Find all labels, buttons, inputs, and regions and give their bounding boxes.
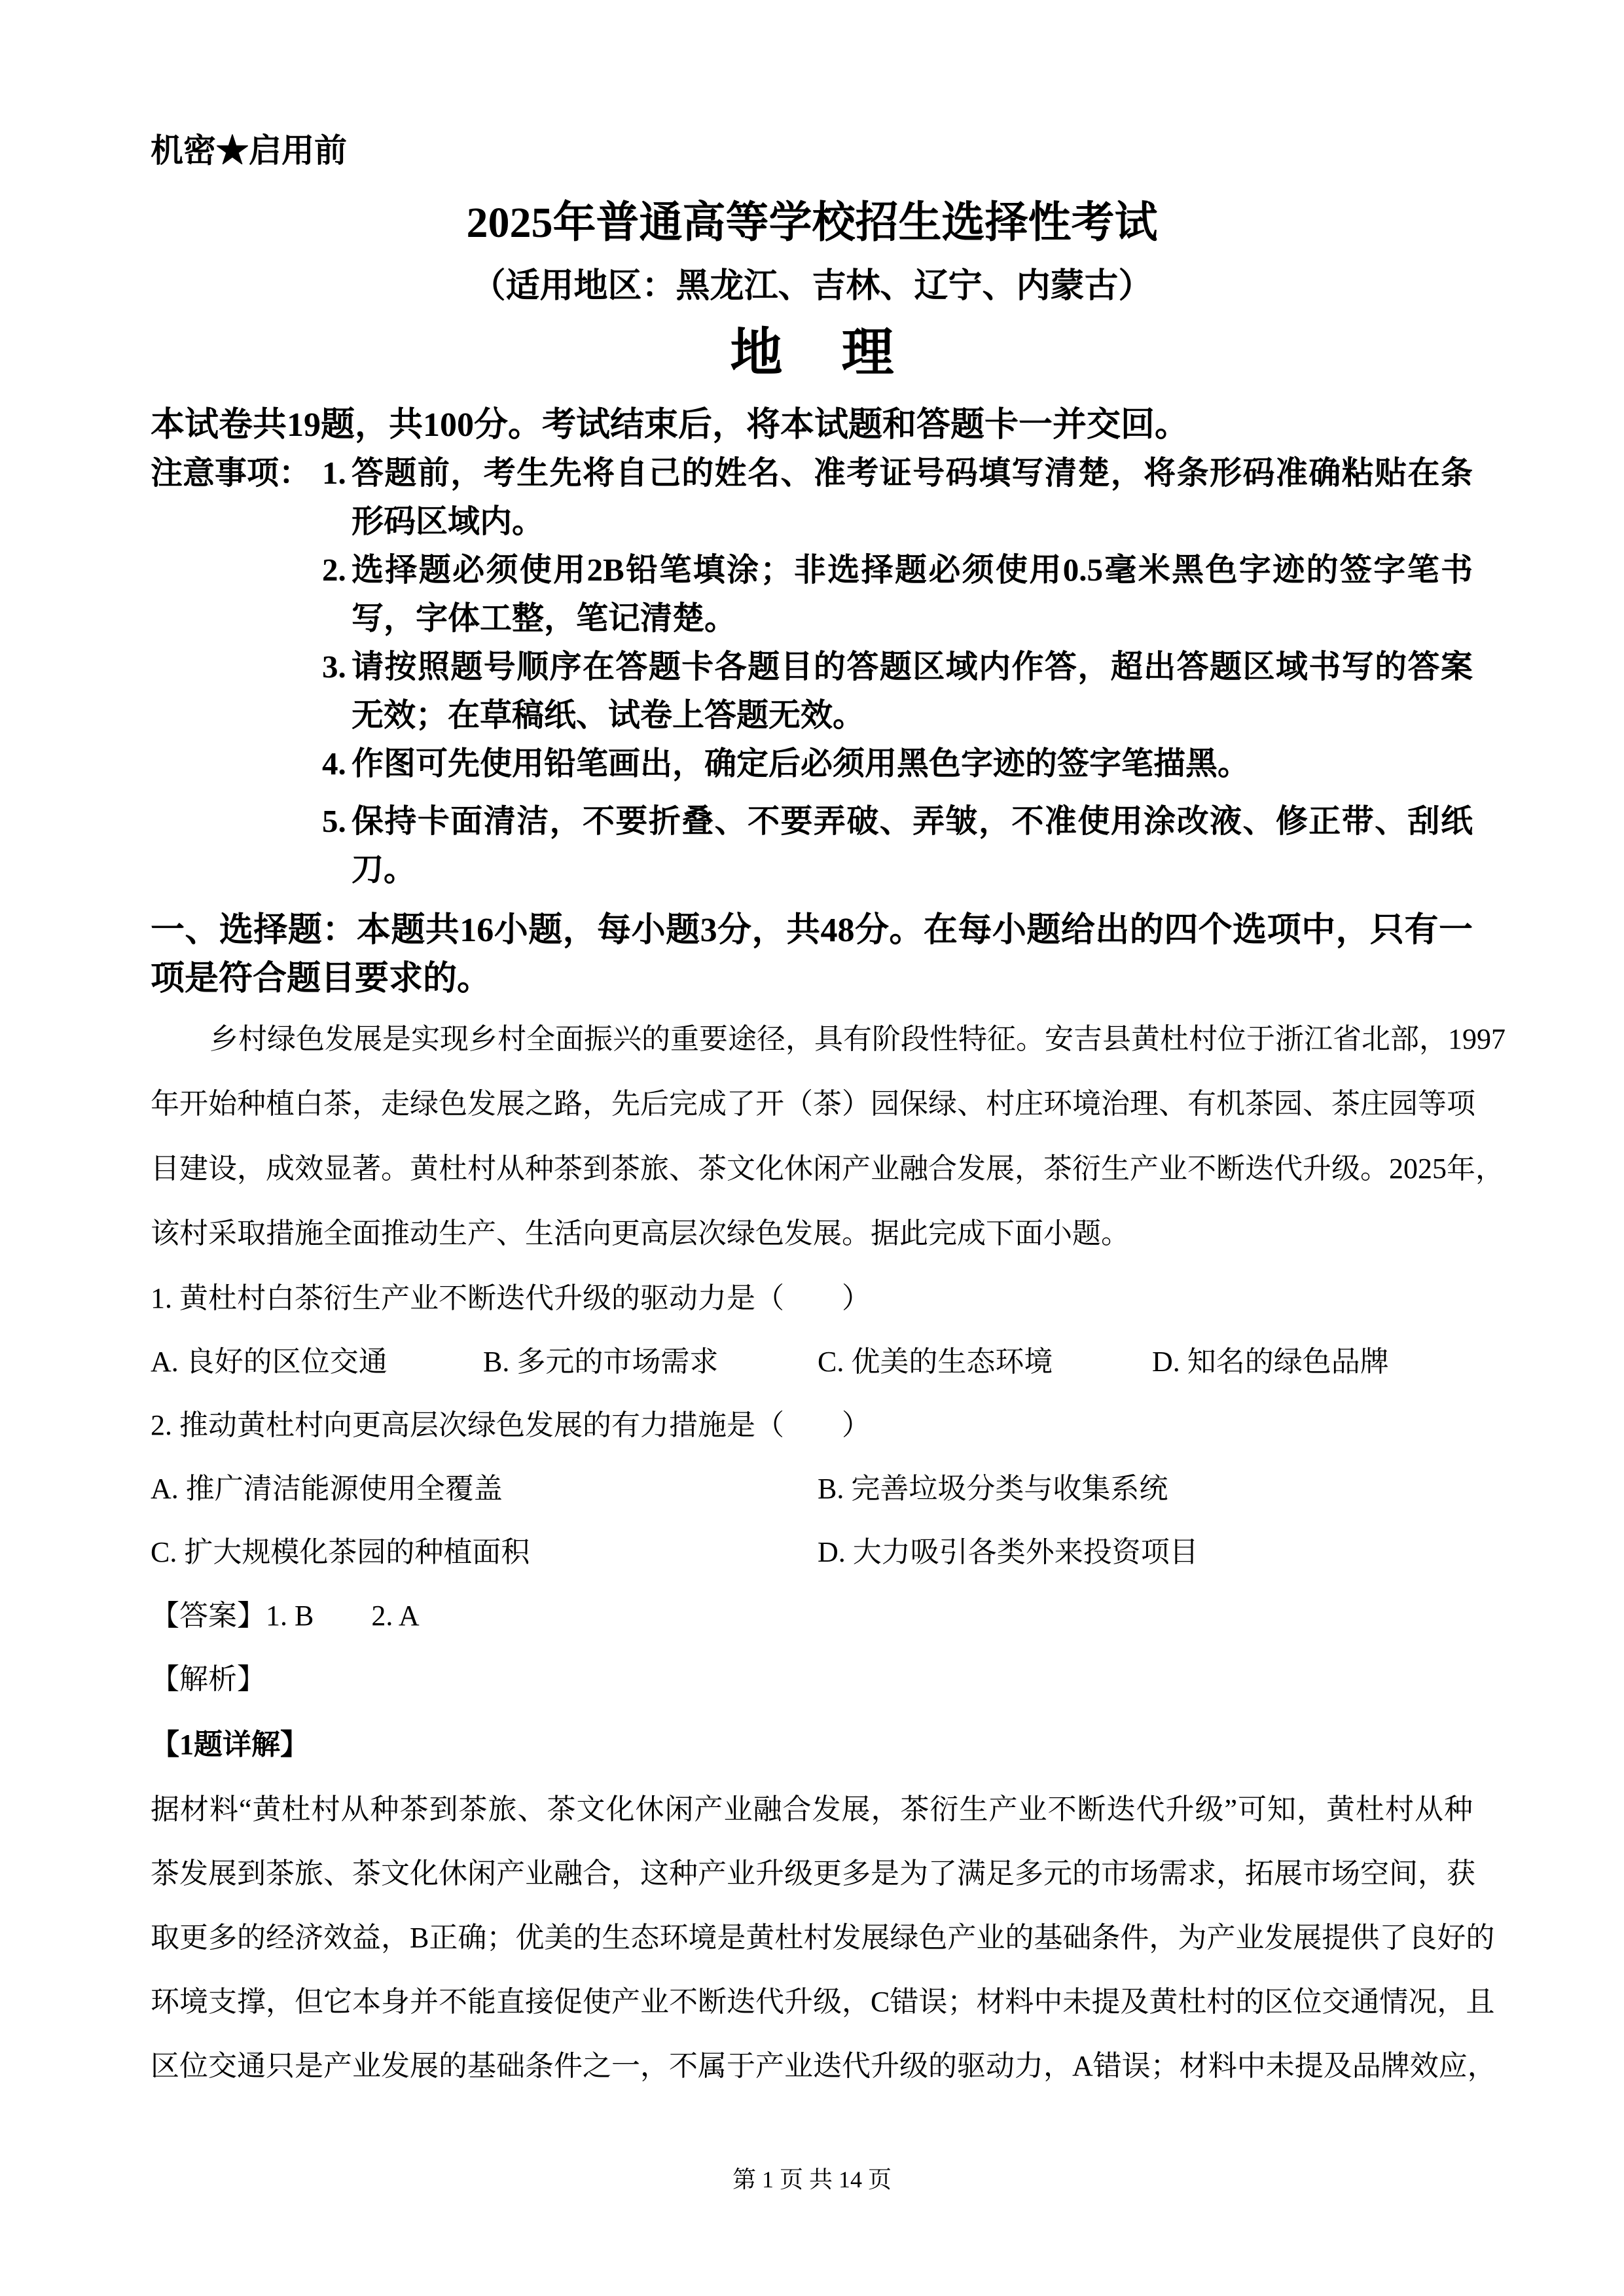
notice-text: 请按照题号顺序在答题卡各题目的答题区域内作答，超出答题区域书写的答案 — [352, 649, 1473, 685]
question-2-option-d: D. 大力吸引各类外来投资项目 — [818, 1536, 1199, 1568]
detail-line: 区位交通只是产业发展的基础条件之一，不属于产业迭代升级的驱动力，A错误；材料中未提及品牌效应， — [151, 2050, 1496, 2082]
confidential-label: 机密★启用前 — [151, 132, 347, 169]
question-2-stem: 2. 推动黄杜村向更高层次绿色发展的有力措施是（ ） — [151, 1409, 871, 1441]
notice-text: 写，字体工整，笔记清楚。 — [352, 600, 737, 636]
question-1-option-c: C. 优美的生态环境 — [818, 1346, 1053, 1378]
question-2-option-b: B. 完善垃圾分类与收集系统 — [818, 1473, 1168, 1505]
notice-num: 1. — [322, 455, 346, 491]
material-line: 年开始种植白茶，走绿色发展之路，先后完成了开（茶）园保绿、村庄环境治理、有机茶园、茶庄园等项 — [151, 1088, 1475, 1120]
notice-text: 作图可先使用铅笔画出，确定后必须用黑色字迹的签字笔描黑。 — [352, 745, 1250, 781]
question-1-option-a: A. 良好的区位交通 — [151, 1346, 388, 1378]
material-line: 乡村绿色发展是实现乡村全面振兴的重要途径，具有阶段性特征。安吉县黄杜村位于浙江省北部，1997 — [209, 1023, 1506, 1055]
notice-text: 答题前，考生先将自己的姓名、准考证号码填写清楚，将条形码准确粘贴在条 — [352, 455, 1473, 491]
detail-label: 【1题详解】 — [151, 1729, 309, 1761]
question-1-option-b: B. 多元的市场需求 — [483, 1346, 719, 1378]
section-heading: 项是符合题目要求的。 — [151, 960, 492, 997]
notice-label: 注意事项： — [151, 455, 312, 491]
analysis-label: 【解析】 — [151, 1663, 266, 1695]
intro-text: 本试卷共19题，共100分。考试结束后，将本试题和答题卡一并交回。 — [151, 406, 1189, 444]
detail-line: 茶发展到茶旅、茶文化休闲产业融合，这种产业升级更多是为了满足多元的市场需求，拓展市场空间，获 — [151, 1857, 1475, 1890]
subject-title: 地理 — [730, 325, 953, 382]
question-1-stem: 1. 黄杜村白茶衍生产业不断迭代升级的驱动力是（ ） — [151, 1282, 871, 1314]
notice-text: 选择题必须使用2B铅笔填涂；非选择题必须使用0.5毫米黑色字迹的签字笔书 — [352, 552, 1473, 588]
notice-text: 无效；在草稿纸、试卷上答题无效。 — [352, 697, 865, 733]
notice-text: 刀。 — [352, 852, 416, 888]
notice-num: 2. — [322, 552, 346, 588]
exam-region: （适用地区：黑龙江、吉林、辽宁、内蒙古） — [471, 268, 1153, 305]
notice-num: 4. — [322, 745, 346, 781]
notice-text: 形码区域内。 — [352, 503, 545, 539]
detail-line: 据材料“黄杜村从种茶到茶旅、茶文化休闲产业融合发展，茶衍生产业不断迭代升级”可知，黄杜村从种 — [151, 1793, 1473, 1825]
question-1-option-d: D. 知名的绿色品牌 — [1152, 1346, 1389, 1378]
notice-num: 5. — [322, 803, 346, 839]
material-line: 该村采取措施全面推动生产、生活向更高层次绿色发展。据此完成下面小题。 — [151, 1217, 1130, 1249]
detail-line: 取更多的经济效益，B正确；优美的生态环境是黄杜村发展绿色产业的基础条件，为产业发展提供了良好的 — [151, 1922, 1495, 1954]
question-2-option-c: C. 扩大规模化茶园的种植面积 — [151, 1536, 530, 1568]
material-line: 目建设，成效显著。黄杜村从种茶到茶旅、茶文化休闲产业融合发展，茶衍生产业不断迭代升级。2025年， — [151, 1153, 1504, 1185]
question-2-option-a: A. 推广清洁能源使用全覆盖 — [151, 1473, 503, 1505]
section-heading: 一、选择题：本题共16小题，每小题3分，共48分。在每小题给出的四个选项中，只有一 — [151, 912, 1473, 949]
page-footer: 第 1 页 共 14 页 — [732, 2166, 892, 2193]
notice-text: 保持卡面清洁，不要折叠、不要弄破、弄皱，不准使用涂改液、修正带、刮纸 — [352, 803, 1473, 839]
detail-line: 环境支撑，但它本身并不能直接促使产业不断迭代升级，C错误；材料中未提及黄杜村的区位交通情况，且 — [151, 1986, 1495, 2018]
answer-line: 【答案】1. B 2. A — [151, 1600, 420, 1632]
notice-num: 3. — [322, 649, 346, 685]
exam-title: 2025年普通高等学校招生选择性考试 — [466, 199, 1158, 247]
